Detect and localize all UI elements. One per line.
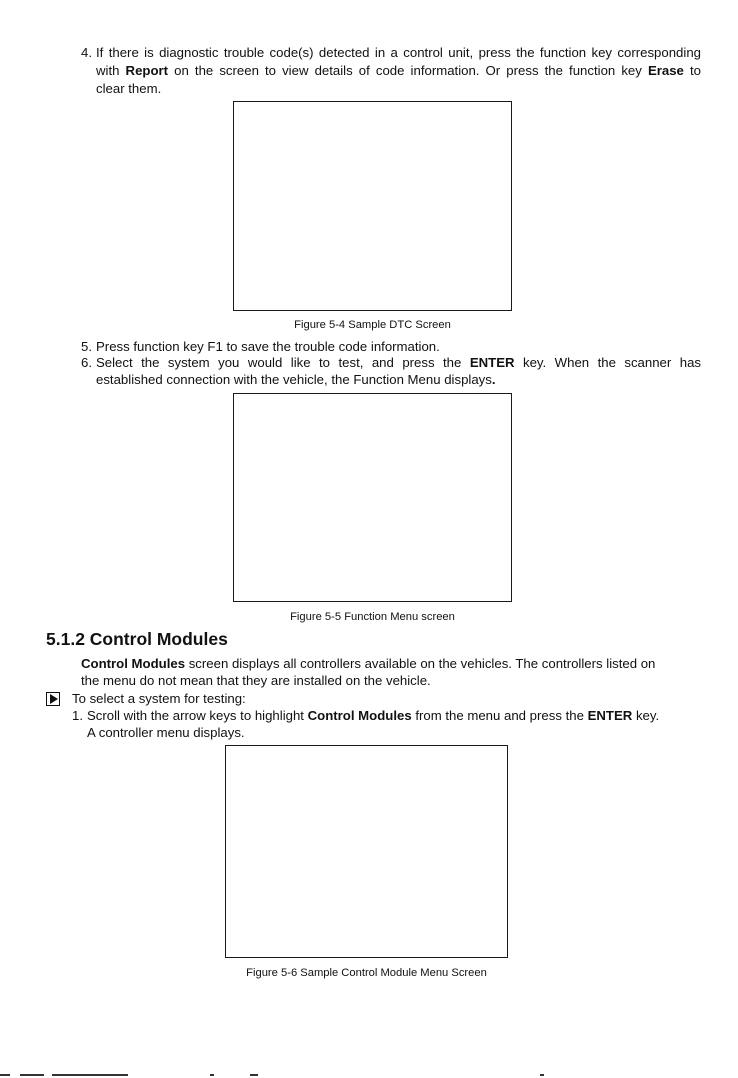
step-4-line-3: clear them.	[96, 81, 162, 96]
scan-artifact	[0, 1074, 10, 1076]
procedure-intro: To select a system for testing:	[72, 691, 246, 706]
step-1-line-1	[87, 707, 659, 725]
step-6-number: 6.	[81, 355, 92, 370]
control-modules-paragraph-line-2: the menu do not mean that they are installed on the vehicle.	[81, 673, 431, 688]
figure-5-6-caption: Figure 5-6 Sample Control Module Menu Screen	[246, 967, 487, 979]
figure-5-6-image	[225, 745, 508, 958]
figure-5-4-image	[233, 101, 512, 311]
step-6-text: Select the system you would like to test, and press the	[96, 355, 470, 370]
play-arrow-icon	[46, 692, 60, 706]
step-4-line-1	[96, 44, 701, 62]
step-1-text: key.	[632, 708, 660, 723]
report-key-label: Report	[125, 63, 169, 78]
paragraph-text: screen displays all controllers available on the vehicles. The controllers listed on	[185, 656, 656, 671]
step-4-text: on the screen to view details of code information. Or press the function key	[168, 63, 648, 78]
step-4-text: with	[96, 63, 126, 78]
scan-artifact	[540, 1074, 544, 1076]
figure-5-5-caption: Figure 5-5 Function Menu screen	[290, 611, 455, 623]
step-1-line-2: A controller menu displays.	[87, 725, 245, 740]
enter-key-label: ENTER	[469, 355, 515, 370]
erase-key-label: Erase	[647, 63, 684, 78]
scan-artifact	[52, 1074, 128, 1076]
step-5-text: Press function key F1 to save the trouble code information.	[96, 339, 440, 354]
step-4-number: 4.	[81, 45, 92, 60]
step-6-line-1	[96, 354, 701, 372]
control-modules-term: Control Modules	[307, 708, 412, 723]
scan-artifact	[210, 1074, 214, 1076]
step-5-number: 5.	[81, 339, 92, 354]
section-heading: 5.1.2 Control Modules	[46, 629, 228, 649]
step-1-text: Scroll with the arrow keys to highlight	[87, 708, 308, 723]
control-modules-term: Control Modules	[81, 656, 186, 671]
step-6-line-2	[96, 371, 496, 389]
figure-5-5-image	[233, 393, 512, 602]
figure-5-4-caption: Figure 5-4 Sample DTC Screen	[294, 319, 451, 331]
step-4-text: to	[683, 63, 701, 78]
step-6-text: key. When the scanner has	[514, 355, 701, 370]
step-1-number: 1.	[72, 708, 83, 723]
enter-key-label: ENTER	[587, 708, 633, 723]
step-6-text: established connection with the vehicle, the Function Menu displays	[96, 372, 492, 387]
step-1-text: from the menu and press the	[411, 708, 588, 723]
step-6-period: .	[491, 372, 496, 387]
step-4-line-2	[96, 62, 701, 80]
scan-artifact	[250, 1074, 258, 1076]
control-modules-paragraph-line-1	[81, 655, 701, 673]
step-4-text: If there is diagnostic trouble code(s) detected in a control unit, press the function key corresponding	[96, 45, 701, 60]
scan-artifact	[20, 1074, 44, 1076]
